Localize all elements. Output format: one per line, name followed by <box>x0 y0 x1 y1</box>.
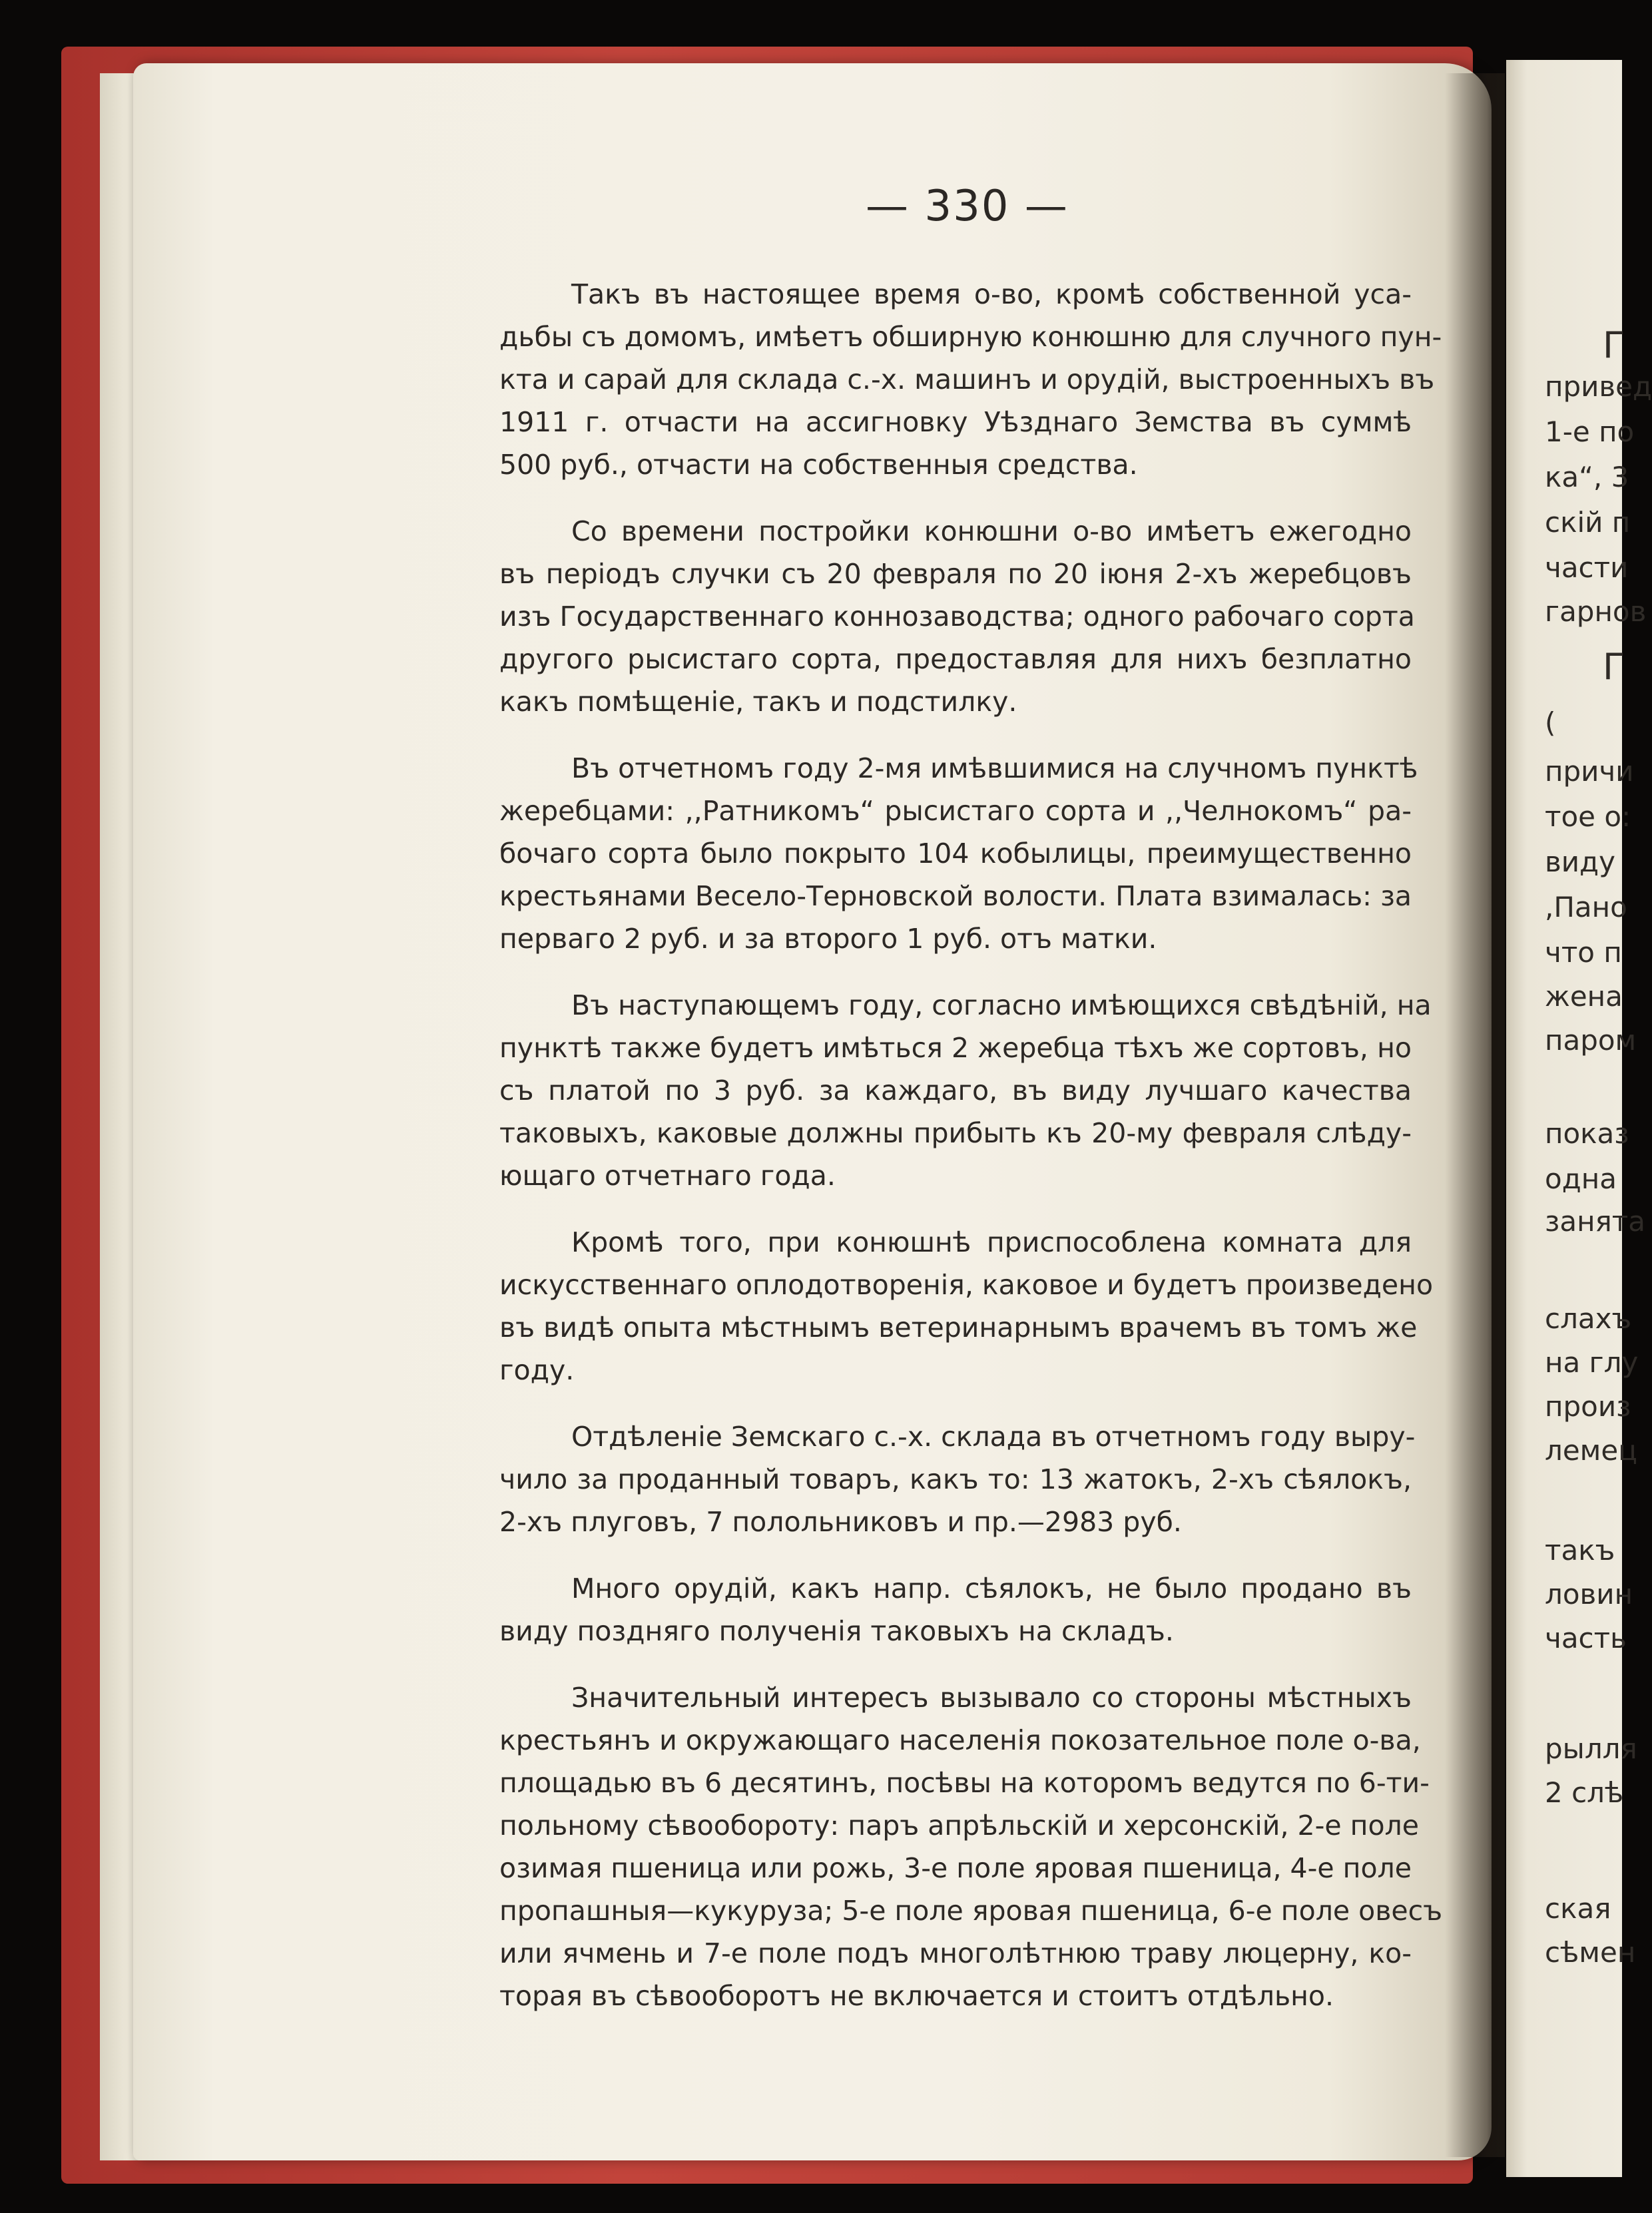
next-page-fragment: сѣмен <box>1545 1936 1636 1969</box>
page-number: — 330 — <box>866 182 1069 231</box>
text-line: году. <box>499 1354 575 1386</box>
page-body-text <box>499 273 1443 2041</box>
next-page-fragment: ловин <box>1545 1578 1633 1610</box>
text-line: съ платой по 3 руб. за каждаго, въ виду лучшаго качества <box>499 1075 1412 1106</box>
paragraph <box>499 1221 1434 1391</box>
text-line: изъ Государственнаго коннозаводства; одного рабочаго сорта <box>499 601 1415 632</box>
next-page-fragment: Г <box>1603 324 1625 366</box>
text-line: 2-хъ плуговъ, 7 полольниковъ и пр.—2983 руб. <box>499 1506 1182 1538</box>
next-page-fragment: слахъ <box>1545 1302 1632 1335</box>
text-line: крестьянъ и окружающаго населенія покозательное поле о-ва, <box>499 1724 1421 1756</box>
text-line: искусственнаго оплодотворенія, каковое и будетъ произведено <box>499 1269 1434 1301</box>
next-page-fragment: 2 слѣ <box>1545 1776 1624 1809</box>
next-page-fragment: произ <box>1545 1390 1631 1423</box>
next-page-fragment: что п <box>1545 936 1622 969</box>
next-page-fragment: ( <box>1545 706 1556 739</box>
text-line: Въ наступающемъ году, согласно имѣющихся свѣдѣній, на <box>571 989 1432 1021</box>
text-line: въ видѣ опыта мѣстнымъ ветеринарнымъ врачемъ въ томъ же <box>499 1312 1418 1344</box>
text-line: польному сѣвообороту: паръ апрѣльскій и херсонскій, 2-е поле <box>499 1810 1419 1842</box>
text-line: Со времени постройки конюшни о-во имѣетъ ежегодно <box>571 515 1412 547</box>
text-line: чило за проданный товаръ, какъ то: 13 жатокъ, 2-хъ сѣялокъ, <box>499 1463 1412 1495</box>
text-line: торая въ сѣвооборотъ не включается и стоитъ отдѣльно. <box>499 1980 1334 2012</box>
text-line: или ячмень и 7-е поле подъ многолѣтнюю траву люцерну, ко- <box>499 1937 1412 1969</box>
book-gutter <box>1445 73 1505 2157</box>
next-page-fragment: ская <box>1545 1892 1611 1925</box>
next-page-fragment: ка“, 3 <box>1545 461 1629 493</box>
text-line: какъ помѣщеніе, такъ и подстилку. <box>499 686 1017 718</box>
text-line: виду поздняго полученія таковыхъ на складъ. <box>499 1615 1174 1647</box>
next-page-fragment: виду <box>1545 846 1615 878</box>
next-page-fragment: на глу <box>1545 1346 1639 1379</box>
paragraph <box>499 1415 1416 1543</box>
text-line: 1911 г. отчасти на ассигновку Уѣзднаго Земства въ суммѣ <box>499 406 1412 438</box>
text-line: ющаго отчетнаго года. <box>499 1160 836 1192</box>
text-line: бочаго сорта было покрыто 104 кобылицы, преимущественно <box>499 838 1412 869</box>
text-line: пунктѣ также будетъ имѣться 2 жеребца тѣхъ же сортовъ, но <box>499 1032 1412 1064</box>
next-page-fragment: часть <box>1545 1622 1627 1654</box>
next-page-fragment: жена <box>1545 980 1623 1013</box>
text-line: жеребцами: ,,Ратникомъ“ рысистаго сорта и ,,Челнокомъ“ ра- <box>499 795 1412 827</box>
text-line: Значительный интересъ вызывало со стороны мѣстныхъ <box>571 1682 1412 1714</box>
next-page-fragment: причи <box>1545 755 1634 788</box>
next-page-fragment: одна <box>1545 1162 1617 1195</box>
next-page-fragment: гарнов <box>1545 595 1647 628</box>
next-page-fragment: такъ <box>1545 1534 1615 1567</box>
next-page-fragment: привед <box>1545 370 1652 403</box>
text-line: Такъ въ настоящее время о-во, кромѣ собственной уса- <box>571 278 1412 310</box>
next-page-fragment: 1-е по <box>1545 415 1635 448</box>
text-line: площадью въ 6 десятинъ, посѣвы на которомъ ведутся по 6-ти- <box>499 1767 1430 1799</box>
text-line: перваго 2 руб. и за второго 1 руб. отъ матки. <box>499 923 1157 955</box>
next-page-fragment: занята <box>1545 1205 1645 1238</box>
next-page-fragment: лемец <box>1545 1434 1637 1467</box>
next-page-fragment: Г <box>1603 646 1625 688</box>
right-page-edge <box>1506 60 1652 2177</box>
paragraph <box>499 747 1418 960</box>
text-line: Въ отчетномъ году 2-мя имѣвшимися на случномъ пунктѣ <box>571 752 1418 784</box>
text-line: Много орудій, какъ напр. сѣялокъ, не было продано въ <box>571 1573 1412 1604</box>
text-line: 500 руб., отчасти на собственныя средства. <box>499 449 1138 481</box>
text-line: пропашныя—кукуруза; 5-е поле яровая пшеница, 6-е поле овесъ <box>499 1895 1443 1927</box>
text-line: крестьянами Весело-Терновской волости. Плата взималась: за <box>499 880 1412 912</box>
paragraph <box>499 1676 1443 2017</box>
text-line: Отдѣленіе Земскаго с.-х. склада въ отчетномъ году выру- <box>571 1421 1416 1453</box>
text-line: дьбы съ домомъ, имѣетъ обширную конюшню для случного пун- <box>499 321 1442 353</box>
text-line: таковыхъ, каковые должны прибыть къ 20-му февраля слѣду- <box>499 1117 1412 1149</box>
next-page-fragment: скій п <box>1545 506 1631 539</box>
paragraph <box>499 510 1415 723</box>
paragraph <box>499 984 1432 1197</box>
text-line: въ періодъ случки съ 20 февраля по 20 іюня 2-хъ жеребцовъ <box>499 558 1412 590</box>
next-page-fragment: тое о: <box>1545 800 1631 833</box>
text-line: кта и сарай для склада с.-х. машинъ и орудій, выстроенныхъ въ <box>499 364 1435 395</box>
next-page-fragment: рылля <box>1545 1732 1637 1765</box>
text-line: другого рысистаго сорта, предоставляя для нихъ безплатно <box>499 643 1412 675</box>
next-page-fragment: части <box>1545 551 1629 584</box>
next-page-fragment: ,Пано <box>1545 891 1627 923</box>
next-page-fragment: паром <box>1545 1024 1637 1057</box>
paragraph <box>499 273 1442 486</box>
text-line: озимая пшеница или рожь, 3-е поле яровая пшеница, 4-е поле <box>499 1852 1412 1884</box>
text-line: Кромѣ того, при конюшнѣ приспособлена комната для <box>571 1226 1412 1258</box>
next-page-fragment: показ <box>1545 1117 1629 1150</box>
paragraph <box>499 1567 1412 1652</box>
